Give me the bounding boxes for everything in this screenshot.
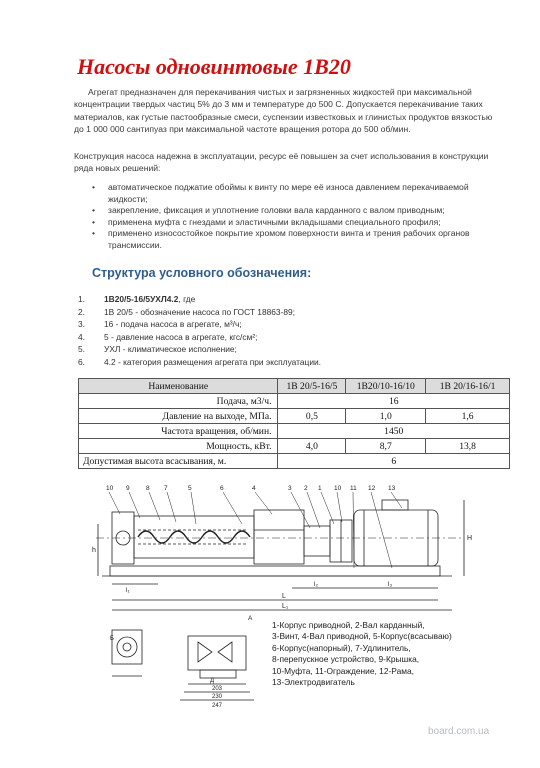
designation-item: 5. УХЛ - климатическое исполнение; (78, 344, 237, 355)
callout: 4 (252, 485, 256, 492)
feature-item: • автоматическое поджатие обоймы к винту по мере её износа давлением перекачиваемой жидкости; (88, 182, 498, 205)
designation-code: 1В20/5-16/5УХЛ4.2 (104, 294, 179, 304)
page-title: Насосы одновинтовые 1В20 (77, 54, 351, 79)
dim-label: 230 (212, 694, 223, 700)
intro-text: Агрегат предназначен для перекачивания чистых и загрязненных жидкостей при максимальной концентрации твердых частиц 5% до 3 мм и температуре до 500 С. Допускается перекачивание таких материалов, как густые пастообразные смеси, суспензии известковых и глинистых продуктов вязкостью до 1 000 000 сантипуаз при максимальной частоте вращения ротора до 500 об/мин. (74, 87, 493, 135)
discharge-housing (254, 510, 304, 564)
table-header-cell: 1В 20/5-16/5 (278, 379, 346, 394)
callout: 9 (126, 485, 130, 492)
dim-label: Д (210, 678, 215, 684)
dim-label: A (248, 615, 253, 622)
dim-label: l₃ (388, 581, 393, 588)
feature-item: • применена муфта с гнездами и эластичными вкладышами специального профиля; (88, 217, 498, 229)
parts-legend-line: 6-Корпус(напорный), 7-Удлинитель, (272, 642, 411, 653)
frame-base (110, 566, 440, 576)
callout: 10 (334, 485, 342, 492)
pump-side-view (92, 485, 472, 622)
table-cell: 0,5 (278, 409, 346, 424)
spec-table (78, 378, 510, 469)
designation-item: 4. 5 - давление насоса в агрегате, кгс/см²; (78, 331, 258, 342)
table-header-cell: Наименование (79, 379, 278, 394)
designation-item: 3. 16 - подача насоса в агрегате, м³/ч; (78, 319, 242, 330)
parts-legend-line: 13-Электродвигатель (272, 677, 355, 688)
parts-legend-line: 3-Винт, 4-Вал приводной, 5-Корпус(всасываю) (272, 631, 452, 642)
table-cell: 13,8 (426, 439, 510, 454)
row-label: Давление на выходе, МПа. (79, 409, 278, 424)
row-label: Частота вращения, об/мин. (79, 424, 278, 439)
parts-legend-line: 1-Корпус приводной, 2-Вал карданный, (272, 620, 425, 630)
watermark: board.com.ua (428, 726, 490, 737)
parts-legend (272, 620, 512, 688)
table-cell: 1,6 (426, 409, 510, 424)
table-row (79, 409, 510, 424)
callout: 3 (288, 485, 292, 492)
row-label: Допустимая высота всасывания, м. (79, 454, 278, 469)
row-shared-value: 1450 (278, 424, 510, 439)
feature-item: • закрепление, фиксация и уплотнение головки вала карданного с валом приводным; (88, 205, 498, 217)
feature-item: • применено износостойкое покрытие хромом поверхности винта и трения рабочих органов трансмиссии. (88, 228, 498, 251)
table-header-cell: 1В 20/16-16/1 (426, 379, 510, 394)
callout: 11 (350, 485, 357, 492)
designation-item: 2. 1В 20/5 - обозначение насоса по ГОСТ 18863-89; (78, 306, 296, 317)
designation-item: 6. 4.2 - категория размещения агрегата при эксплуатации. (78, 356, 322, 367)
pump-end-view (110, 630, 142, 676)
stator-body (134, 516, 254, 558)
dim-label: l₂ (314, 581, 318, 588)
dim-label: l₁ (126, 587, 130, 594)
table-row (79, 454, 510, 469)
callout: 6 (220, 485, 224, 492)
dim-label: H (467, 535, 473, 542)
callout: 13 (388, 485, 396, 492)
dim-label: h (92, 547, 96, 554)
row-label: Мощность, кВт. (79, 439, 278, 454)
callout: 8 (146, 485, 150, 492)
construction-paragraph: Конструкция насоса надежна в эксплуатации, ресурс её повышен за счет использования в конструкции ряда новых решений: (74, 151, 489, 174)
table-row (79, 439, 510, 454)
table-cell: 4,0 (278, 439, 346, 454)
dim-label: Б (110, 636, 114, 642)
row-label: Подача, м3/ч. (79, 394, 278, 409)
table-cell: 1,0 (346, 409, 426, 424)
callout: 1 (318, 485, 322, 492)
dim-label: L (282, 593, 286, 600)
callout: 2 (304, 485, 308, 492)
callout: 7 (164, 485, 168, 492)
designation-item: 1. 1В20/5-16/5УХЛ4.2, где (78, 294, 196, 304)
table-row (79, 424, 510, 439)
pump-plan-view (180, 636, 254, 709)
callout: 10 (106, 485, 114, 492)
designation-list (76, 293, 506, 369)
features-list (88, 182, 498, 252)
table-header-row (79, 379, 510, 394)
dim-label: 247 (212, 703, 223, 709)
callout: 5 (188, 485, 192, 492)
table-cell: 8,7 (346, 439, 426, 454)
table-header-cell: 1В20/10-16/10 (346, 379, 426, 394)
row-shared-value: 16 (278, 394, 510, 409)
dim-label: 203 (212, 686, 223, 692)
callout: 12 (368, 485, 376, 492)
parts-legend-line: 10-Муфта, 11-Ограждение, 12-Рама, (272, 665, 414, 676)
row-shared-value: 6 (278, 454, 510, 469)
intro-paragraph (74, 86, 494, 136)
table-row (79, 394, 510, 409)
dim-label: L₁ (282, 603, 289, 610)
designation-heading: Структура условного обозначения: (92, 266, 312, 280)
parts-legend-line: 8-перепускное устройство, 9-Крышка, (272, 654, 420, 665)
